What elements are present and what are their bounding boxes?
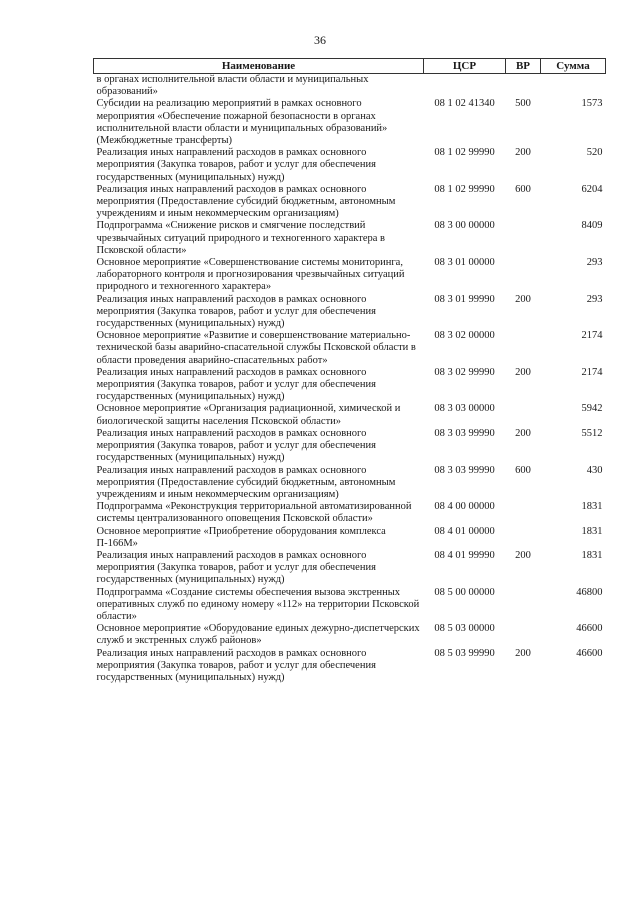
table-row <box>94 428 606 465</box>
table-row <box>94 330 606 367</box>
cell-sum: 430 <box>586 464 603 476</box>
cell-name: Подпрограмма «Снижение рисков и смягчение последствий чрезвычайных ситуаций природного и техногенного характера в Псковской области» <box>96 220 385 256</box>
cell-name: Основное мероприятие «Приобретение оборудования комплекса П-166М» <box>96 525 386 549</box>
table-row <box>94 98 606 147</box>
cell-vr <box>506 501 541 525</box>
cell-vr <box>506 257 541 294</box>
cell-csr: 08 4 01 99990 <box>434 549 495 561</box>
table-row <box>94 294 606 331</box>
table-row <box>94 623 606 647</box>
cell-csr: 08 5 00 00000 <box>434 586 495 598</box>
budget-table <box>93 58 606 684</box>
header-name: Наименование <box>94 59 424 74</box>
cell-name: Реализация иных направлений расходов в рамках основного мероприятия (Закупка товаров, работ и услуг для обеспечения государственных (муниципальных) нужд) <box>96 647 376 683</box>
cell-name: Подпрограмма «Реконструкция территориальной автоматизированной системы централизованного оповещения Псковской области» <box>96 501 412 525</box>
cell-csr: 08 3 03 99990 <box>434 427 495 439</box>
cell-name: Реализация иных направлений расходов в рамках основного мероприятия (Предоставление субсидий бюджетным, автономным учреждениям и иным некоммерческим организациям) <box>96 464 396 500</box>
header-vr: ВР <box>506 59 541 74</box>
cell-csr: 08 5 03 00000 <box>434 623 495 635</box>
cell-sum: 2174 <box>581 366 603 378</box>
cell-name: Реализация иных направлений расходов в рамках основного мероприятия (Предоставление субсидий бюджетным, автономным учреждениям и иным некоммерческим организациям) <box>96 183 396 220</box>
cell-sum: 46800 <box>576 586 603 598</box>
cell-sum: 293 <box>586 293 603 305</box>
cell-name: Реализация иных направлений расходов в рамках основного мероприятия (Закупка товаров, работ и услуг для обеспечения государственных (муниципальных) нужд) <box>96 293 376 330</box>
cell-vr <box>506 330 541 367</box>
cell-csr: 08 3 02 00000 <box>434 330 495 342</box>
cell-csr: 08 3 03 00000 <box>434 403 495 415</box>
table-row <box>94 74 606 99</box>
cell-name: Реализация иных направлений расходов в рамках основного мероприятия (Закупка товаров, работ и услуг для обеспечения государственных (муниципальных) нужд) <box>96 549 376 586</box>
cell-sum: 8409 <box>581 220 603 232</box>
cell-vr: 200 <box>515 147 531 159</box>
table-row <box>94 501 606 525</box>
header-csr: ЦСР <box>424 59 506 74</box>
cell-vr: 200 <box>515 427 531 439</box>
table-row <box>94 648 606 685</box>
table-row <box>94 465 606 502</box>
cell-name: в органах исполнительной власти области и муниципальных образований» <box>96 74 369 98</box>
cell-csr: 08 3 01 99990 <box>434 293 495 305</box>
cell-name: Основное мероприятие «Развитие и совершенствование материально-технической базы аварийно-спасательной службы Псковской области в области проведения аварийно-спасательных работ» <box>96 330 416 366</box>
cell-vr <box>506 587 541 624</box>
cell-vr: 600 <box>515 183 531 195</box>
table-row <box>94 550 606 587</box>
cell-name: Основное мероприятие «Оборудование единых дежурно-диспетчерских служб и экстренных служб районов» <box>96 623 420 647</box>
table-row <box>94 147 606 184</box>
cell-csr: 08 3 00 00000 <box>434 220 495 232</box>
table-row <box>94 184 606 221</box>
page-number: 36 <box>314 33 326 47</box>
cell-csr: 08 5 03 99990 <box>434 647 495 659</box>
cell-vr <box>506 74 541 99</box>
table-body <box>94 74 606 685</box>
cell-csr: 08 3 03 99990 <box>434 464 495 476</box>
cell-sum: 1831 <box>581 501 603 513</box>
cell-sum: 1573 <box>581 98 603 110</box>
cell-vr: 200 <box>515 293 531 305</box>
cell-sum: 1831 <box>581 549 603 561</box>
table-row <box>94 403 606 427</box>
cell-sum: 5512 <box>581 427 603 439</box>
cell-name: Основное мероприятие «Организация радиационной, химической и биологической защиты населения Псковской области» <box>96 403 401 427</box>
cell-vr: 600 <box>515 464 531 476</box>
cell-sum: 5942 <box>581 403 603 415</box>
cell-csr <box>424 74 506 99</box>
cell-vr <box>506 403 541 427</box>
cell-csr: 08 4 01 00000 <box>434 525 495 537</box>
table-row <box>94 526 606 550</box>
cell-sum: 46600 <box>576 647 603 659</box>
cell-csr: 08 1 02 99990 <box>434 147 495 159</box>
cell-vr <box>506 623 541 647</box>
cell-name: Реализация иных направлений расходов в рамках основного мероприятия (Закупка товаров, работ и услуг для обеспечения государственных (муниципальных) нужд) <box>96 427 376 464</box>
cell-name: Подпрограмма «Создание системы обеспечения вызова экстренных оперативных служб по единому номеру «112» на территории Псковской области» <box>96 586 420 622</box>
header-sum: Сумма <box>541 59 606 74</box>
table-header-row <box>94 59 606 74</box>
cell-csr: 08 3 02 99990 <box>434 366 495 378</box>
cell-csr: 08 4 00 00000 <box>434 501 495 513</box>
cell-name: Основное мероприятие «Совершенствование системы мониторинга, лабораторного контроля и прогнозирования чрезвычайных ситуаций природного и техногенного характера» <box>96 257 405 293</box>
cell-sum: 2174 <box>581 330 603 342</box>
cell-vr: 200 <box>515 549 531 561</box>
cell-vr <box>506 526 541 550</box>
cell-sum <box>541 74 606 99</box>
table-row <box>94 257 606 294</box>
table-row <box>94 587 606 624</box>
cell-sum: 46600 <box>576 623 603 635</box>
cell-name: Реализация иных направлений расходов в рамках основного мероприятия (Закупка товаров, работ и услуг для обеспечения государственных (муниципальных) нужд) <box>96 147 376 183</box>
cell-csr: 08 1 02 41340 <box>434 98 495 110</box>
table-row <box>94 220 606 257</box>
table-row <box>94 367 606 404</box>
cell-vr: 500 <box>515 98 531 110</box>
cell-name: Реализация иных направлений расходов в рамках основного мероприятия (Закупка товаров, работ и услуг для обеспечения государственных (муниципальных) нужд) <box>96 366 376 403</box>
cell-sum: 1831 <box>581 525 603 537</box>
cell-vr: 200 <box>515 366 531 378</box>
cell-csr: 08 1 02 99990 <box>434 183 495 195</box>
cell-name: Субсидии на реализацию мероприятий в рамках основного мероприятия «Обеспечение пожарной безопасности в органах исполнительной власти области и муниципальных образований» (Межбюджетные трансферты) <box>96 98 388 147</box>
cell-sum: 520 <box>586 147 603 159</box>
cell-sum: 293 <box>586 257 603 269</box>
cell-vr <box>506 220 541 257</box>
cell-sum: 6204 <box>581 183 603 195</box>
cell-vr: 200 <box>515 647 531 659</box>
cell-csr: 08 3 01 00000 <box>434 257 495 269</box>
